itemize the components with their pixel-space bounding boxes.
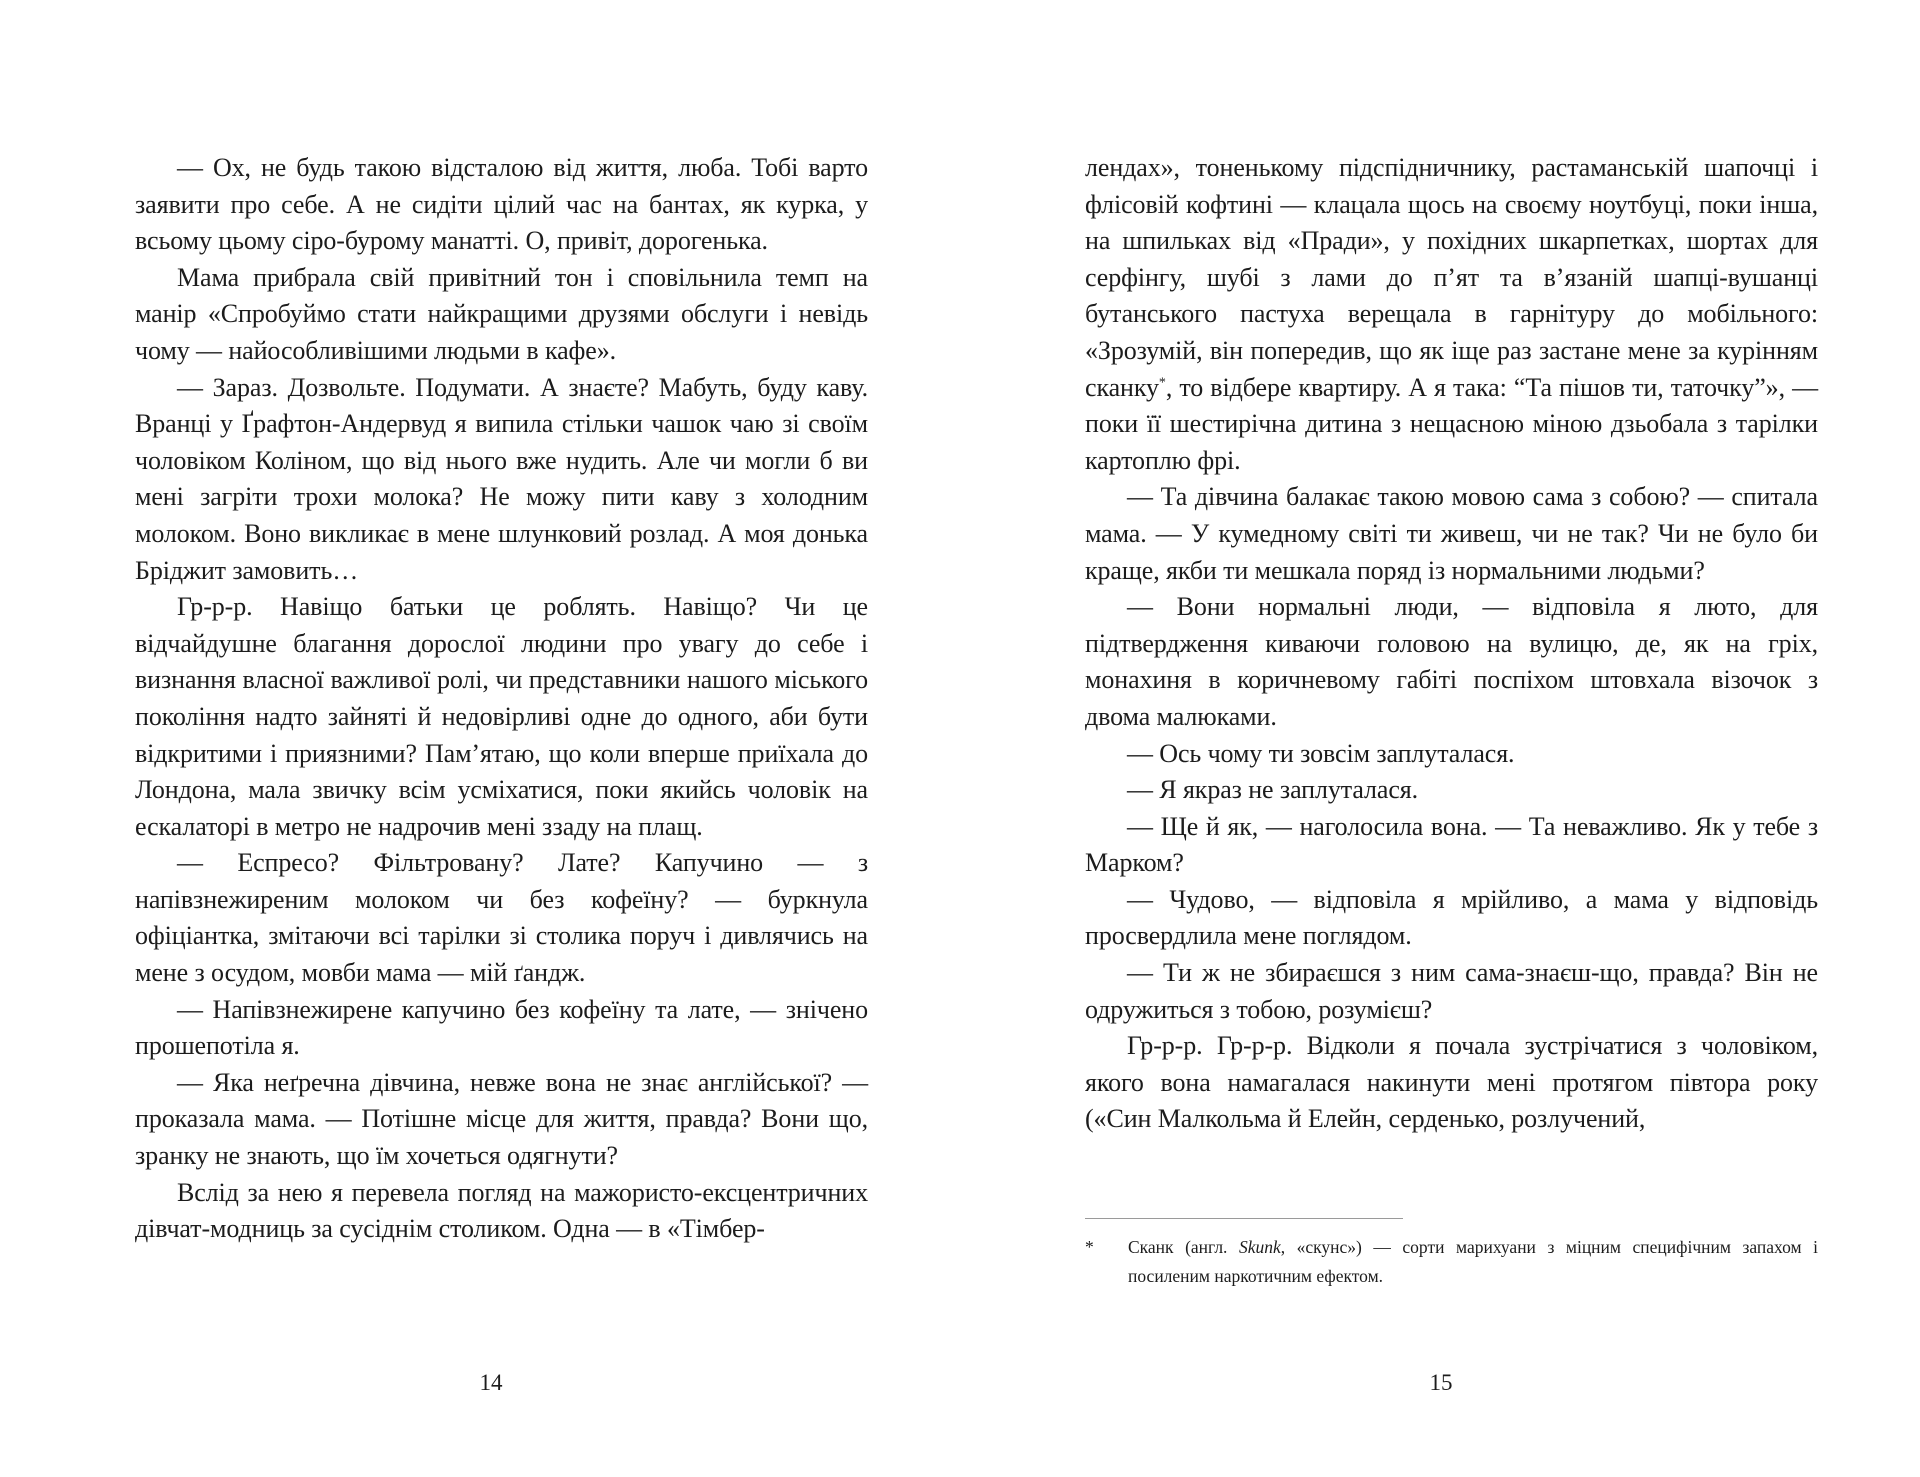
- paragraph: — Яка неґречна дівчина, невже вона не знає англійської? — проказала мама. — Потішне місце для життя, правда? Вони що, зранку не знають, що їм хочеться одягнути?: [135, 1067, 868, 1171]
- paragraph: — Ти ж не збираєшся з ним сама-знаєш-що, правда? Він не одружиться з тобою, розумієш?: [1085, 958, 1818, 1024]
- footnote-divider: [1085, 1218, 1403, 1219]
- footnote-marker: *: [1085, 1237, 1094, 1257]
- paragraph: — Ось чому ти зовсім заплуталася.: [1127, 738, 1515, 768]
- paragraph: — Зараз. Дозвольте. Подумати. А знаєте? Мабуть, буду каву. Вранці у Ґрафтон-Андервуд я випила стільки чашок чаю зі своїм чоловіком Коліном, що від нього вже нудить. Але чи могли б ви мені загріти трохи молока? Не можу пити каву з холодним молоком. Воно викликає в мене шлунковий розлад. А моя донька Бріджит замовить…: [135, 372, 868, 585]
- footnote: [1085, 1233, 1818, 1291]
- footnote-text: [1128, 1233, 1818, 1291]
- left-page-text: [135, 150, 868, 1248]
- paragraph: — Чудово, — відповіла я мрійливо, а мама у відповідь просвердлила мене поглядом.: [1085, 884, 1818, 951]
- paragraph-text: лендах», тоненькому підспідничнику, растаманській шапочці і флісовій кофтині — клацала щось на своєму ноутбуці, поки інша, на шпильках від «Пради», у похідних шкарпетках, шортах для серфінгу, шубі з лами до п’ят та в’язаній шапці-вушанці бутанського пастуха верещала в гарнітуру до мобільного: «Зрозумій, він попередив, що як іще раз застане мене за курінням сканку: [1085, 153, 1818, 402]
- page-number: 14: [479, 1370, 503, 1395]
- paragraph: — Вони нормальні люди, — відповіла я люто, для підтвердження киваючи головою на вулицю, де, як на гріх, монахиня в коричневому габіті поспіхом штовхала візочок з двома малюками.: [1085, 592, 1818, 731]
- footnote-italic-term: Skunk: [1238, 1237, 1281, 1257]
- paragraph: — Ох, не будь такою відсталою від життя, люба. Тобі варто заявити про себе. А не сидіти цілий час на бантах, як курка, у всьому цьому сіро-бурому манатті. О, привіт, дорогенька.: [135, 153, 868, 256]
- footnote-text-part: , «скунс») — сорти марихуани з міцним специфічним запахом і посиленим наркотичним ефектом.: [1128, 1237, 1818, 1286]
- paragraph: — Та дівчина балакає такою мовою сама з собою? — спитала мама. — У кумедному світі ти живеш, чи не так? Чи не було би краще, якби ти мешкала поряд із нормальними людьми?: [1085, 482, 1818, 585]
- left-page: [135, 150, 868, 1395]
- paragraph: Гр-р-р. Гр-р-р. Відколи я почала зустрічатися з чоловіком, якого вона намагалася накинути мені протягом півтора року («Син Малкольма й Елейн, серденько, розлучений,: [1085, 1031, 1818, 1134]
- paragraph: — Напівзнежирене капучино без кофеїну та лате, — знічено прошепотіла я.: [135, 994, 868, 1061]
- continued-paragraph: [1085, 150, 1818, 479]
- paragraph: Вслід за нею я перевела погляд на мажористо-ексцентричних дівчат-модниць за сусіднім столиком. Одна — в «Тімбер-: [135, 1177, 868, 1244]
- paragraph: — Ще й як, — наголосила вона. — Та неважливо. Як у тебе з Марком?: [1085, 811, 1818, 878]
- footnote-text-part: Сканк (англ.: [1128, 1237, 1239, 1257]
- paragraph: — Я якраз не заплуталася.: [1127, 775, 1419, 805]
- paragraph: Гр-р-р. Навіщо батьки це роблять. Навіщо? Чи це відчайдушне благання дорослої людини про увагу до себе і визнання власної важливої ролі, чи представники нашого міського покоління надто зайняті й недовірливі одне до одного, аби бути відкритими і приязними? Пам’ятаю, що коли вперше приїхала до Лондона, мала звичку всім усміхатися, поки якийсь чоловік на ескалаторі в метро не надрочив мені ззаду на плащ.: [135, 592, 868, 841]
- footnote-reference[interactable]: *: [1158, 374, 1166, 390]
- right-page-text: [1085, 150, 1818, 1138]
- paragraph: — Еспресо? Фільтровану? Лате? Капучино — з напівзнежиреним молоком чи без кофеїну? — буркнула офіціантка, змітаючи всі тарілки зі столика поруч і дивлячись на мене з осудом, мовби мама — мій ґандж.: [135, 848, 868, 988]
- page-number: 15: [1429, 1370, 1453, 1395]
- paragraph-text: , то відбере квартиру. А я така: “Та пішов ти, таточку”», — поки її шестирічна дитина з нещасною міною дзьобала з тарілки картоплю фрі.: [1085, 372, 1818, 475]
- right-page: [1085, 150, 1818, 1395]
- paragraph: Мама прибрала свій привітний тон і сповільнила темп на манір «Спробуймо стати найкращими друзями обслуги і невідь чому — найособливішими людьми в кафе».: [135, 262, 868, 365]
